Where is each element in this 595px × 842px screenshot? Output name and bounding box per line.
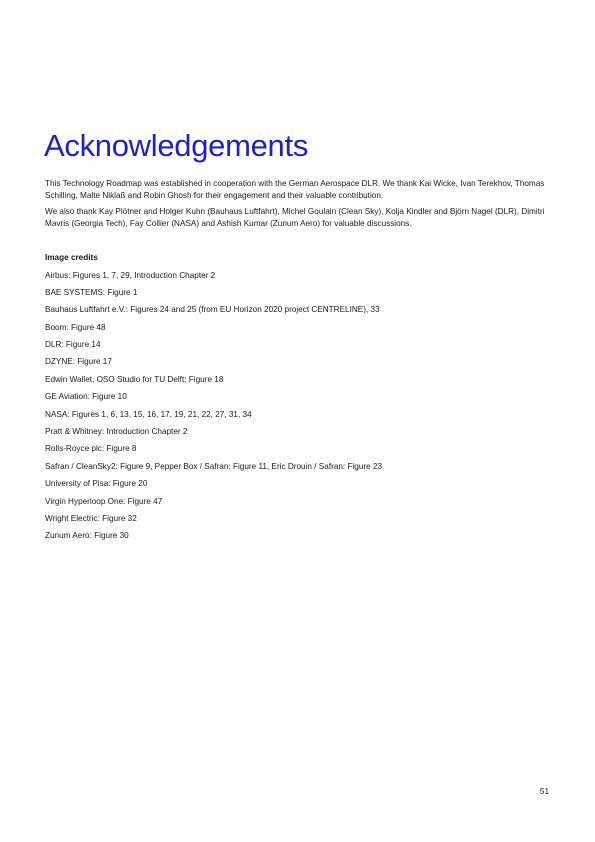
credit-item: Safran / CleanSky2: Figure 9, Pepper Box / Safran: Figure 11, Eric Drouin / Safran: Figure 23 — [45, 461, 383, 471]
credit-item: Zunum Aero: Figure 30 — [45, 531, 129, 541]
credit-item: Virgin Hyperloop One: Figure 47 — [45, 496, 163, 506]
credit-item: BAE SYSTEMS: Figure 1 — [45, 287, 138, 297]
credit-item: GE Aviation: Figure 10 — [45, 392, 127, 402]
credit-item: University of Pisa: Figure 20 — [45, 479, 148, 489]
credit-item: Boom: Figure 48 — [45, 322, 106, 332]
image-credits-section — [45, 252, 550, 548]
credit-item: Rolls-Royce plc: Figure 8 — [45, 444, 137, 454]
credit-item: Airbus: Figures 1, 7, 29, Introduction Chapter 2 — [45, 270, 216, 280]
page-title: Acknowledgements — [44, 128, 309, 163]
page-number: 51 — [539, 787, 549, 796]
acknowledgement-text — [45, 178, 550, 234]
acknowledgement-paragraph-2: We also thank Kay Plötner and Holger Kuhn (Bauhaus Luftfahrt), Michel Goulain (Clean Sky), Kolja Kindler and Björn Nagel (DLR), Dimitri Mavris (Georgia Tech), Fay Collier (NASA) and Ashish Kumar (Zunum Aero) for valuable discussions. — [45, 207, 545, 228]
credit-item: Pratt & Whitney: Introduction Chapter 2 — [45, 427, 188, 437]
credit-item: Wright Electric: Figure 32 — [45, 513, 137, 523]
credit-item: Bauhaus Luftfahrt e.V.: Figures 24 and 25 (from EU Horizon 2020 project CENTRELINE), 33 — [45, 305, 380, 315]
credit-item: NASA: Figures 1, 6, 13, 15, 16, 17, 19, 21, 22, 27, 31, 34 — [45, 409, 252, 419]
credit-item: DLR: Figure 14 — [45, 340, 101, 350]
acknowledgement-paragraph-1: This Technology Roadmap was established in cooperation with the German Aerospace DLR. We thank Kai Wicke, Ivan Terekhov, Thomas Schilling, Malte Niklaß and Robin Ghosh for their engagement and their valuable contribution. — [45, 179, 545, 200]
credit-item: Edwin Wallet, OSO Studio for TU Delft: Figure 18 — [45, 374, 224, 384]
image-credits-list — [45, 270, 550, 542]
credit-item: DZYNE: Figure 17 — [45, 357, 112, 367]
image-credits-heading: Image credits — [45, 253, 98, 262]
